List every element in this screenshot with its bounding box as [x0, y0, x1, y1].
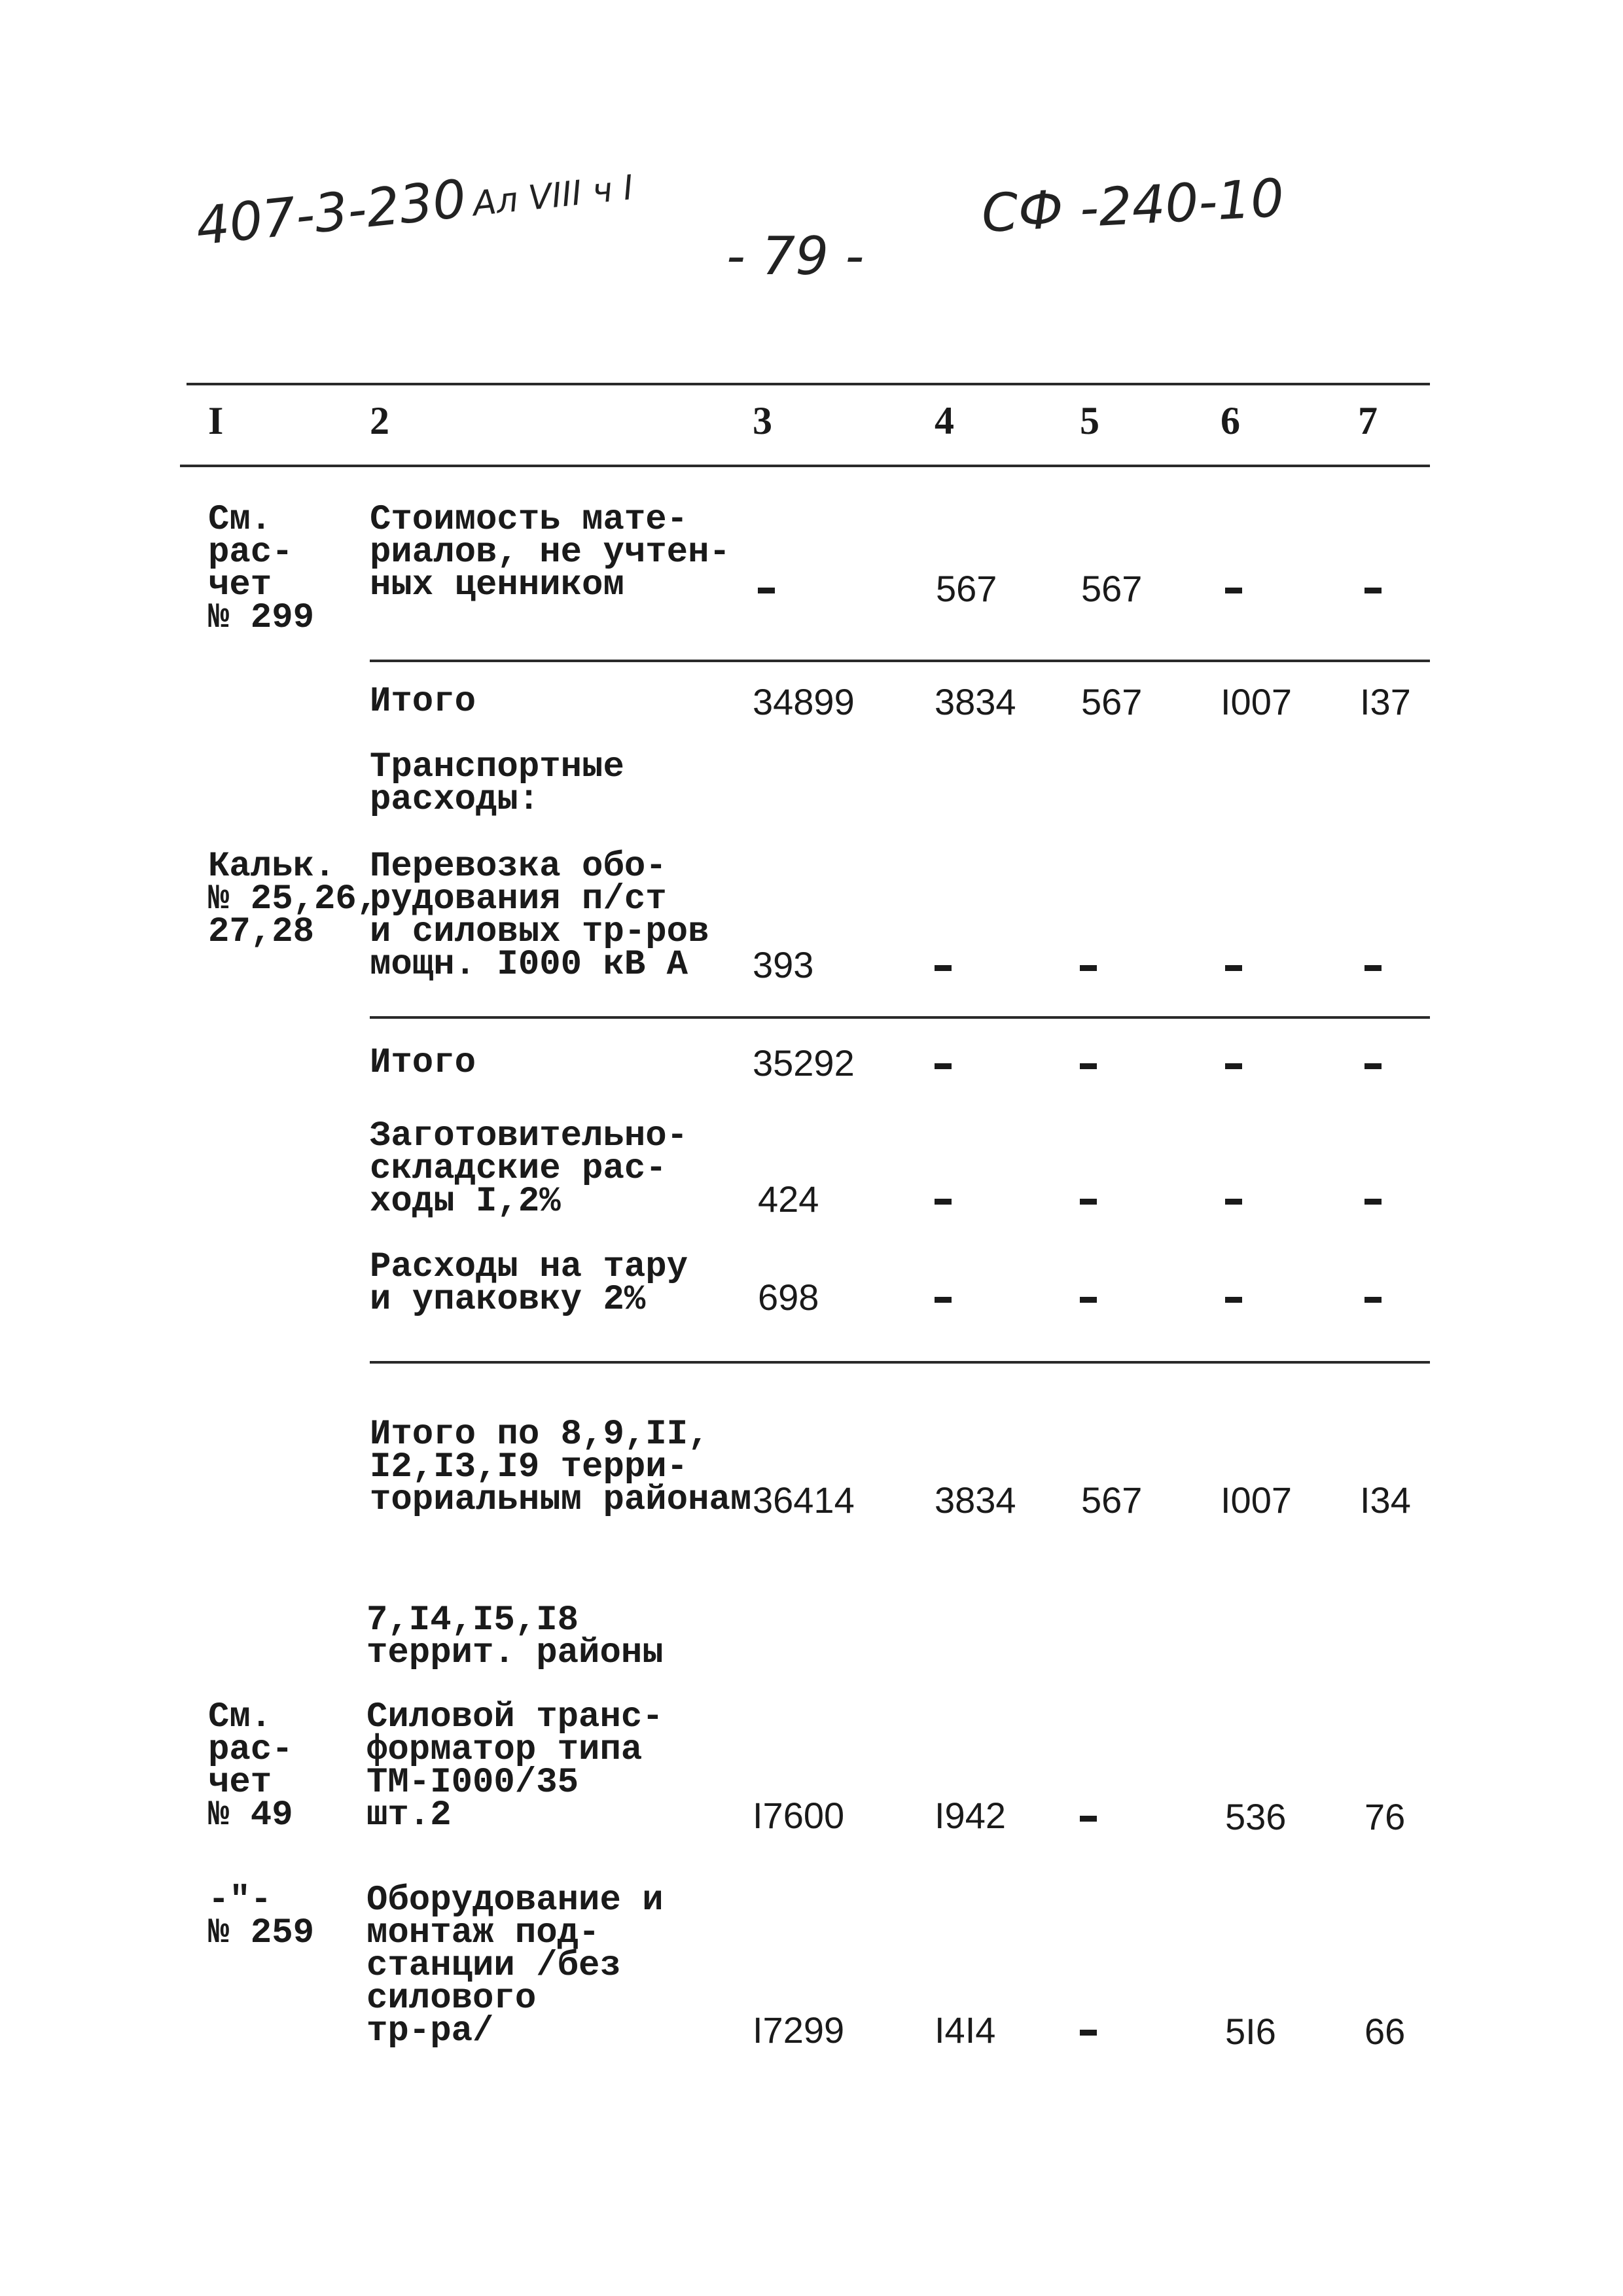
table-row-1-col6 [1225, 588, 1242, 593]
table-row-10-ref: См. рас- чет № 49 [208, 1697, 293, 1835]
row-separator-1 [370, 660, 1430, 662]
table-row-10-col4: I942 [935, 1795, 1006, 1836]
column-header-7: 7 [1358, 399, 1378, 442]
table-row-3-desc: Транспортные расходы: [370, 747, 624, 820]
table-row-8-col3: 36414 [753, 1479, 855, 1521]
table-row-6-desc: Заготовительно- складские рас- ходы I,2% [370, 1116, 688, 1222]
table-row-8-col7: I34 [1360, 1479, 1411, 1521]
table-row-1-col7 [1364, 588, 1382, 593]
table-row-6-col4 [935, 1199, 952, 1205]
table-row-1-ref: См. рас- чет № 299 [208, 500, 315, 638]
table-row-10-col5 [1080, 1816, 1097, 1822]
table-row-1-col5: 567 [1081, 568, 1143, 609]
table-row-2-col5: 567 [1081, 681, 1143, 722]
table-row-11-col6: 5I6 [1225, 2011, 1276, 2052]
table-row-6-col3: 424 [758, 1178, 819, 1220]
table-row-6-col6 [1225, 1199, 1242, 1205]
table-top-rule [187, 383, 1430, 385]
table-row-5-desc: Итого [370, 1043, 476, 1083]
table-row-5-col6 [1225, 1063, 1242, 1069]
table-row-6-col7 [1364, 1199, 1382, 1205]
table-row-10-col3: I7600 [753, 1795, 845, 1836]
table-row-7-col6 [1225, 1297, 1242, 1303]
column-header-2: 2 [370, 399, 389, 442]
document-code-suffix: Ал VIII ч I [471, 168, 635, 224]
table-row-8-col6: I007 [1221, 1479, 1292, 1521]
table-row-2-col6: I007 [1221, 681, 1292, 722]
table-row-4-col3: 393 [753, 944, 814, 985]
table-row-5-col3: 35292 [753, 1042, 855, 1084]
table-row-9-desc: 7,I4,I5,I8 террит. районы [366, 1600, 664, 1673]
table-row-11-col5 [1080, 2030, 1097, 2036]
table-row-8-col4: 3834 [935, 1479, 1016, 1521]
table-row-11-col7: 66 [1364, 2011, 1406, 2052]
sheet-reference: СФ -240-10 [980, 167, 1286, 244]
table-row-7-col3: 698 [758, 1277, 819, 1318]
table-row-11-desc: Оборудование и монтаж под- станции /без силового тр-ра/ [366, 1881, 664, 2051]
table-row-11-col4: I4I4 [935, 2009, 996, 2051]
document-code [193, 150, 635, 257]
table-row-8-desc: Итого по 8,9,II, I2,I3,I9 терри- ториальным районам [370, 1415, 752, 1520]
document-code-number: 407-3-230 [193, 168, 469, 257]
table-row-6-col5 [1080, 1199, 1097, 1205]
header-bottom-rule [180, 465, 1430, 467]
row-separator-2 [370, 1016, 1430, 1019]
column-header-5: 5 [1080, 399, 1099, 442]
table-row-7-col7 [1364, 1297, 1382, 1303]
table-row-2-col3: 34899 [753, 681, 855, 722]
table-row-7-desc: Расходы на тару и упаковку 2% [370, 1247, 688, 1320]
table-row-4-desc: Перевозка обо- рудования п/ст и силовых тр-ров мощн. I000 кВ А [370, 847, 709, 985]
table-row-1-desc: Стоимость мате- риалов, не учтен- ных ценником [370, 500, 730, 605]
table-row-7-col5 [1080, 1297, 1097, 1303]
row-separator-3 [370, 1361, 1430, 1364]
table-row-4-col6 [1225, 965, 1242, 971]
table-row-5-col5 [1080, 1063, 1097, 1069]
column-header-6: 6 [1221, 399, 1240, 442]
table-row-4-col5 [1080, 965, 1097, 971]
table-row-2-col4: 3834 [935, 681, 1016, 722]
column-header-3: 3 [753, 399, 772, 442]
table-row-5-col7 [1364, 1063, 1382, 1069]
table-row-10-col6: 536 [1225, 1796, 1287, 1837]
table-row-5-col4 [935, 1063, 952, 1069]
table-row-4-col4 [935, 965, 952, 971]
table-row-4-ref: Кальк. № 25,26, 27,28 [208, 847, 378, 952]
table-row-1-col4: 567 [936, 568, 997, 609]
table-row-7-col4 [935, 1297, 952, 1303]
table-row-10-desc: Силовой транс- форматор типа ТМ-I000/35 шт.2 [366, 1697, 664, 1835]
table-row-11-ref: -"- № 259 [208, 1881, 315, 1953]
table-row-2-desc: Итого [370, 682, 476, 722]
column-header-1: I [208, 399, 224, 442]
table-row-4-col7 [1364, 965, 1382, 971]
table-row-1-col3 [758, 588, 775, 593]
table-row-2-col7: I37 [1360, 681, 1411, 722]
table-row-11-col3: I7299 [753, 2009, 845, 2051]
page-number: - 79 - [726, 226, 865, 287]
column-header-4: 4 [935, 399, 954, 442]
table-row-10-col7: 76 [1364, 1796, 1406, 1837]
table-row-8-col5: 567 [1081, 1479, 1143, 1521]
